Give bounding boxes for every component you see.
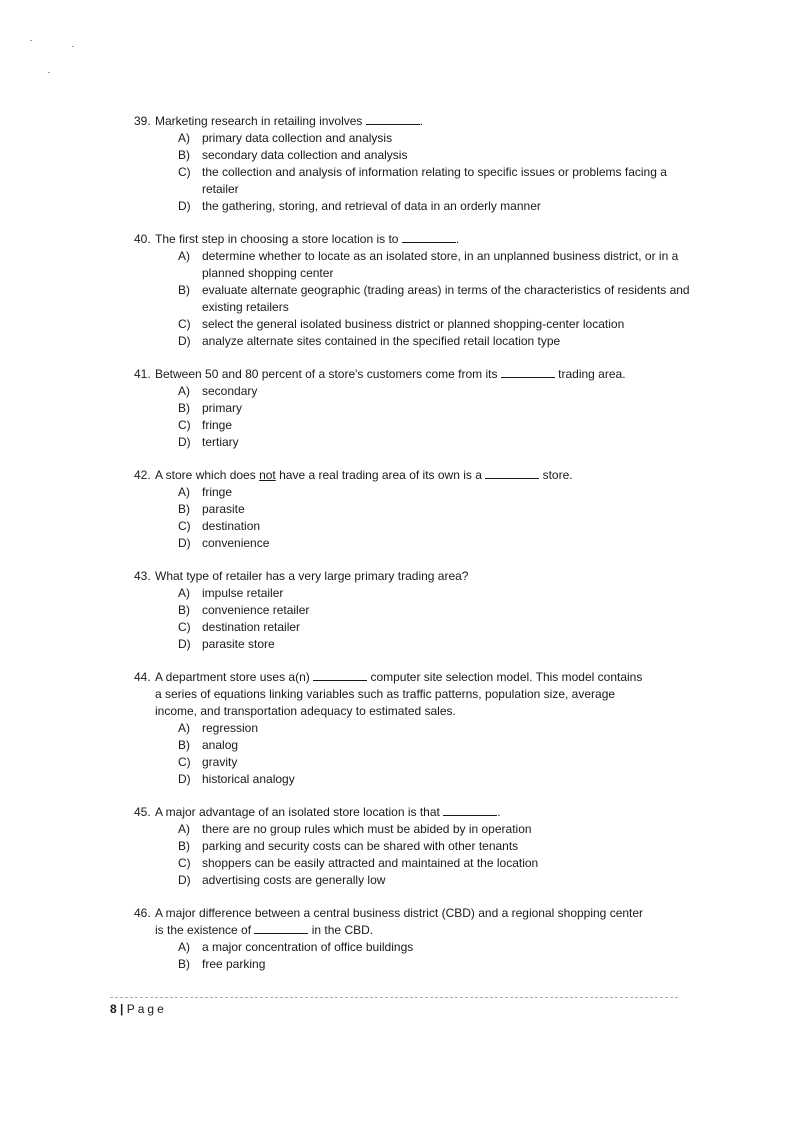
answer-blank [313,669,367,681]
question-text: is the existence of [155,923,252,937]
option-d [178,636,694,653]
question-text-continued: a series of equations linking variables such as traffic patterns, population size, average [155,687,616,701]
question-text-end: trading area. [558,367,626,381]
option-text: there are no group rules which must be abided by in operation [202,822,532,836]
option-letter: B) [178,603,190,617]
question-text-pre: A store which does [155,468,256,482]
option-letter: A) [178,131,190,145]
option-list [134,939,694,973]
option-d [178,333,694,350]
option-a [178,383,694,400]
option-letter: D) [178,435,191,449]
option-b [178,737,694,754]
question-text-continued [134,922,694,939]
option-letter: B) [178,148,190,162]
question-stem [134,113,694,130]
option-c [178,316,694,333]
option-letter: A) [178,822,190,836]
option-letter: A) [178,940,190,954]
question-text: A major advantage of an isolated store location is that [155,805,440,819]
question-number: 40. [134,232,151,246]
option-text: fringe [202,418,233,432]
option-list [134,248,694,350]
question-39 [134,113,694,215]
option-list [134,383,694,451]
option-letter: C) [178,620,191,634]
option-letter: A) [178,384,190,398]
option-letter: C) [178,165,191,179]
option-a [178,248,694,282]
option-b [178,147,694,164]
option-text: advertising costs are generally low [202,873,386,887]
option-letter: D) [178,536,191,550]
option-text: shoppers can be easily attracted and maintained at the location [202,856,539,870]
answer-blank [485,467,539,479]
question-number: 41. [134,367,151,381]
option-b [178,838,694,855]
option-c [178,855,694,872]
option-letter: B) [178,502,190,516]
option-list [134,484,694,552]
option-list [134,821,694,889]
option-b [178,602,694,619]
option-c [178,619,694,636]
page-number: 8 [110,1002,117,1016]
option-c [178,417,694,434]
option-text: impulse retailer [202,586,284,600]
option-text: a major concentration of office buildings [202,940,414,954]
question-stem [134,568,694,585]
answer-blank [443,804,497,816]
option-d [178,198,694,215]
answer-blank [402,231,456,243]
question-text: A major difference between a central business district (CBD) and a regional shopping center [155,906,644,920]
option-letter: B) [178,401,190,415]
option-d [178,434,694,451]
option-c [178,518,694,535]
footer-divider [110,997,678,998]
option-text: historical analogy [202,772,295,786]
option-d [178,771,694,788]
question-text-end: . [455,232,460,246]
option-letter: B) [178,839,190,853]
option-c [178,754,694,771]
option-a [178,821,694,838]
question-number: 39. [134,114,151,128]
scan-speck [30,40,32,41]
option-letter: C) [178,317,191,331]
question-40 [134,231,694,350]
question-43 [134,568,694,653]
question-text-continued: income, and transportation adequacy to estimated sales. [155,704,456,718]
page-footer [110,1002,167,1016]
question-stem [134,669,694,686]
option-text: tertiary [202,435,239,449]
question-text-end: store. [542,468,573,482]
option-text: secondary data collection and analysis [202,148,408,162]
question-number: 45. [134,805,151,819]
option-text: the gathering, storing, and retrieval of data in an orderly manner [202,199,541,213]
option-text: gravity [202,755,238,769]
question-stem [134,905,694,922]
option-a [178,484,694,501]
question-number: 43. [134,569,151,583]
option-text: convenience retailer [202,603,310,617]
option-text: parasite [202,502,245,516]
question-41 [134,366,694,451]
option-text: parking and security costs can be shared with other tenants [202,839,519,853]
option-list [134,720,694,788]
question-text-underlined: not [259,468,276,482]
option-b [178,501,694,518]
question-text: The first step in choosing a store location is to [155,232,399,246]
option-a [178,585,694,602]
scan-speck [72,46,74,47]
option-letter: A) [178,485,190,499]
option-a [178,130,694,147]
question-number: 42. [134,468,151,482]
question-text: have a real trading area of its own is a [279,468,482,482]
option-list [134,130,694,215]
answer-blank [366,113,420,125]
question-text: Between 50 and 80 percent of a store's customers come from its [155,367,498,381]
option-d [178,872,694,889]
question-46 [134,905,694,973]
option-c [178,164,694,198]
option-text: analog [202,738,239,752]
page-label: Page [126,1002,167,1016]
question-stem [134,231,694,248]
option-text: primary [202,401,243,415]
answer-blank [501,366,555,378]
option-list [134,585,694,653]
option-text: determine whether to locate as an isolated store, in an unplanned business district, or in a planned shopping center [202,249,679,280]
option-a [178,939,694,956]
question-number: 44. [134,670,151,684]
option-letter: B) [178,957,190,971]
option-letter: B) [178,283,190,297]
option-b [178,956,694,973]
question-number: 46. [134,906,151,920]
option-text: secondary [202,384,258,398]
option-text: convenience [202,536,270,550]
option-text: parasite store [202,637,275,651]
question-stem [134,804,694,821]
option-letter: C) [178,519,191,533]
question-list [134,113,694,989]
option-text: the collection and analysis of information relating to specific issues or problems facing a retailer [202,165,667,196]
option-text: free parking [202,957,266,971]
option-letter: C) [178,418,191,432]
option-letter: D) [178,199,191,213]
option-letter: D) [178,873,191,887]
question-text: A department store uses a(n) [155,670,310,684]
option-letter: C) [178,755,191,769]
option-text: fringe [202,485,233,499]
option-letter: C) [178,856,191,870]
option-text: regression [202,721,259,735]
answer-blank [254,922,308,934]
option-letter: D) [178,772,191,786]
option-b [178,282,694,316]
question-44 [134,669,694,788]
option-text: analyze alternate sites contained in the specified retail location type [202,334,561,348]
question-text: What type of retailer has a very large primary trading area? [155,569,469,583]
option-text: primary data collection and analysis [202,131,393,145]
question-stem [134,366,694,383]
option-b [178,400,694,417]
option-letter: A) [178,721,190,735]
option-a [178,720,694,737]
option-letter: B) [178,738,190,752]
question-45 [134,804,694,889]
question-text-end: . [497,805,501,819]
option-letter: A) [178,249,190,263]
option-text: select the general isolated business district or planned shopping-center location [202,317,625,331]
question-42 [134,467,694,552]
footer-separator: | [120,1002,124,1016]
question-text-end: . [419,114,424,128]
option-text: evaluate alternate geographic (trading areas) in terms of the characteristics of residents and existing retailers [202,283,690,314]
option-text: destination retailer [202,620,301,634]
question-text-end: computer site selection model. This model contains [370,670,643,684]
question-text: Marketing research in retailing involves [155,114,363,128]
option-d [178,535,694,552]
option-letter: A) [178,586,190,600]
question-stem [134,467,694,484]
option-text: destination [202,519,261,533]
option-letter: D) [178,637,191,651]
option-letter: D) [178,334,191,348]
scan-speck [48,72,50,73]
question-text-end: in the CBD. [311,923,374,937]
